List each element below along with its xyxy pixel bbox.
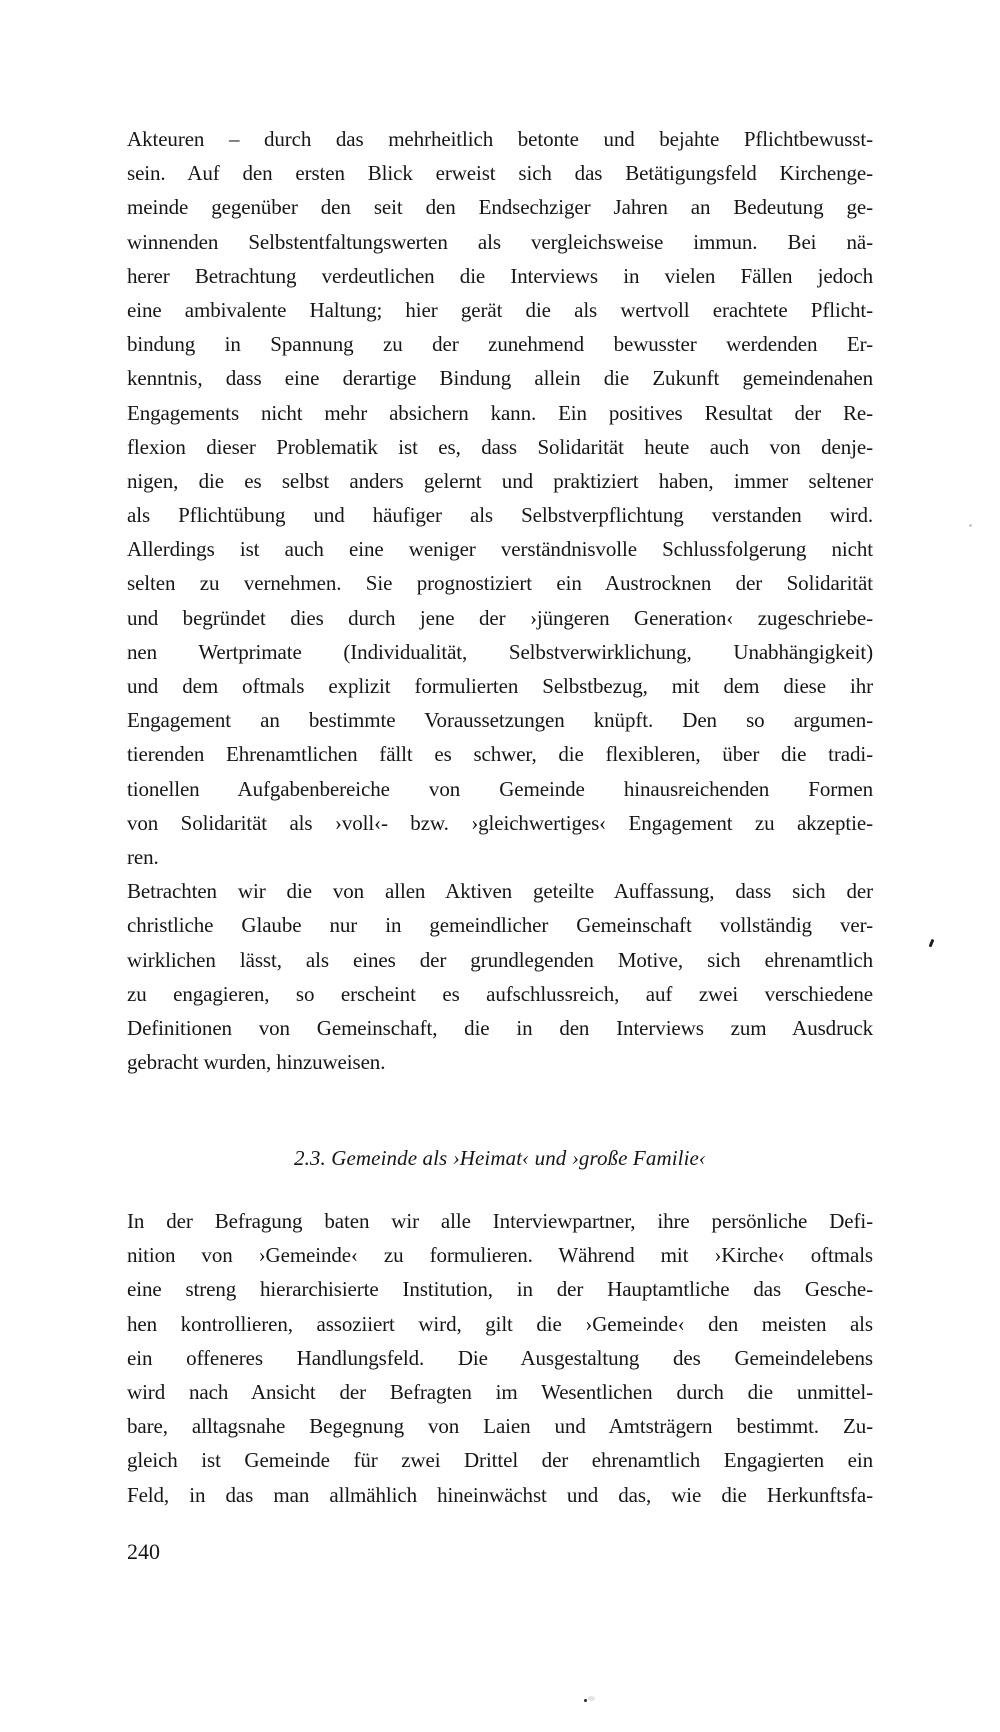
text-line: flexion dieser Problematik ist es, dass Solidarität heute auch von denje- (127, 434, 873, 459)
text-line: Feld, in das man allmählich hineinwächst und das, wie die Herkunftsfa- (127, 1482, 873, 1507)
text-line: gebracht wurden, hinzuweisen. (127, 1050, 386, 1075)
text-line: bare, alltagsnahe Begegnung von Laien und Amtsträgern bestimmt. Zu- (127, 1414, 873, 1439)
text-line: winnenden Selbstentfaltungswerten als vergleichsweise immun. Bei nä- (127, 229, 873, 254)
text-line: herer Betrachtung verdeutlichen die Interviews in vielen Fällen jedoch (127, 263, 873, 288)
text-line: selten zu vernehmen. Sie prognostiziert ein Austrocknen der Solidarität (127, 571, 873, 596)
text-line: meinde gegenüber den seit den Endsechziger Jahren an Bedeutung ge- (127, 195, 873, 220)
text-line: und begründet dies durch jene der ›jüngeren Generation‹ zugeschriebe- (127, 605, 873, 630)
text-line: Definitionen von Gemeinschaft, die in den Interviews zum Ausdruck (127, 1015, 873, 1040)
text-line: tionellen Aufgabenbereiche von Gemeinde hinausreichenden Formen (127, 776, 873, 801)
text-line: gleich ist Gemeinde für zwei Drittel der ehrenamtlich Engagierten ein (127, 1448, 873, 1473)
text-line: Betrachten wir die von allen Aktiven geteilte Auffassung, dass sich der (127, 879, 873, 904)
text-line: Engagement an bestimmte Voraussetzungen knüpft. Den so argumen- (127, 708, 873, 733)
text-line: und dem oftmals explizit formulierten Selbstbezug, mit dem diese ihr (127, 674, 873, 698)
text-line: In der Befragung baten wir alle Interviewpartner, ihre persönliche Defi- (127, 1209, 873, 1233)
section-heading: 2.3. Gemeinde als ›Heimat‹ und ›große Familie‹ (293, 1146, 707, 1170)
body-text-block-2 (127, 1204, 873, 1512)
text-line: ren. (127, 844, 159, 869)
text-line: bindung in Spannung zu der zunehmend bewusster werdenden Er- (127, 332, 873, 357)
text-line: kenntnis, dass eine derartige Bindung allein die Zukunft gemeindenahen (127, 366, 873, 391)
scan-speck (584, 1699, 587, 1702)
text-line: Engagements nicht mehr absichern kann. Ein positives Resultat der Re- (127, 400, 873, 425)
text-line: tierenden Ehrenamtlichen fällt es schwer, die flexibleren, über die tradi- (127, 742, 873, 767)
text-line: wird nach Ansicht der Befragten im Wesentlichen durch die unmittel- (127, 1379, 873, 1404)
scan-speck (969, 524, 972, 527)
page-number: 240 (127, 1539, 160, 1564)
text-line: christliche Glaube nur in gemeindlicher Gemeinschaft vollständig ver- (127, 913, 873, 938)
scan-speck (929, 939, 934, 947)
text-line: eine streng hierarchisierte Institution, in der Hauptamtliche das Gesche- (127, 1277, 873, 1302)
text-line: als Pflichtübung und häufiger als Selbstverpflichtung verstanden wird. (127, 503, 873, 528)
text-line: eine ambivalente Haltung; hier gerät die als wertvoll erachtete Pflicht- (127, 297, 873, 322)
text-line: zu engagieren, so erscheint es aufschlussreich, auf zwei verschiedene (127, 981, 873, 1006)
text-line: Akteuren – durch das mehrheitlich betonte und bejahte Pflichtbewusst- (127, 127, 873, 151)
text-line: Allerdings ist auch eine weniger verständnisvolle Schlussfolgerung nicht (127, 537, 873, 562)
body-text-block-1 (127, 122, 873, 1079)
text-line: wirklichen lässt, als eines der grundlegenden Motive, sich ehrenamtlich (127, 947, 873, 972)
text-line: von Solidarität als ›voll‹- bzw. ›gleichwertiges‹ Engagement zu akzeptie- (127, 810, 873, 835)
text-line: nition von ›Gemeinde‹ zu formulieren. Während mit ›Kirche‹ oftmals (127, 1243, 873, 1268)
scan-speck (588, 1696, 595, 1701)
text-line: nen Wertprimate (Individualität, Selbstverwirklichung, Unabhängigkeit) (127, 639, 873, 664)
text-line: hen kontrollieren, assoziiert wird, gilt die ›Gemeinde‹ den meisten als (127, 1311, 873, 1336)
text-line: nigen, die es selbst anders gelernt und praktiziert haben, immer seltener (127, 468, 873, 493)
text-line: sein. Auf den ersten Blick erweist sich das Betätigungsfeld Kirchenge- (127, 161, 873, 186)
text-line: ein offeneres Handlungsfeld. Die Ausgestaltung des Gemeindelebens (127, 1345, 873, 1370)
